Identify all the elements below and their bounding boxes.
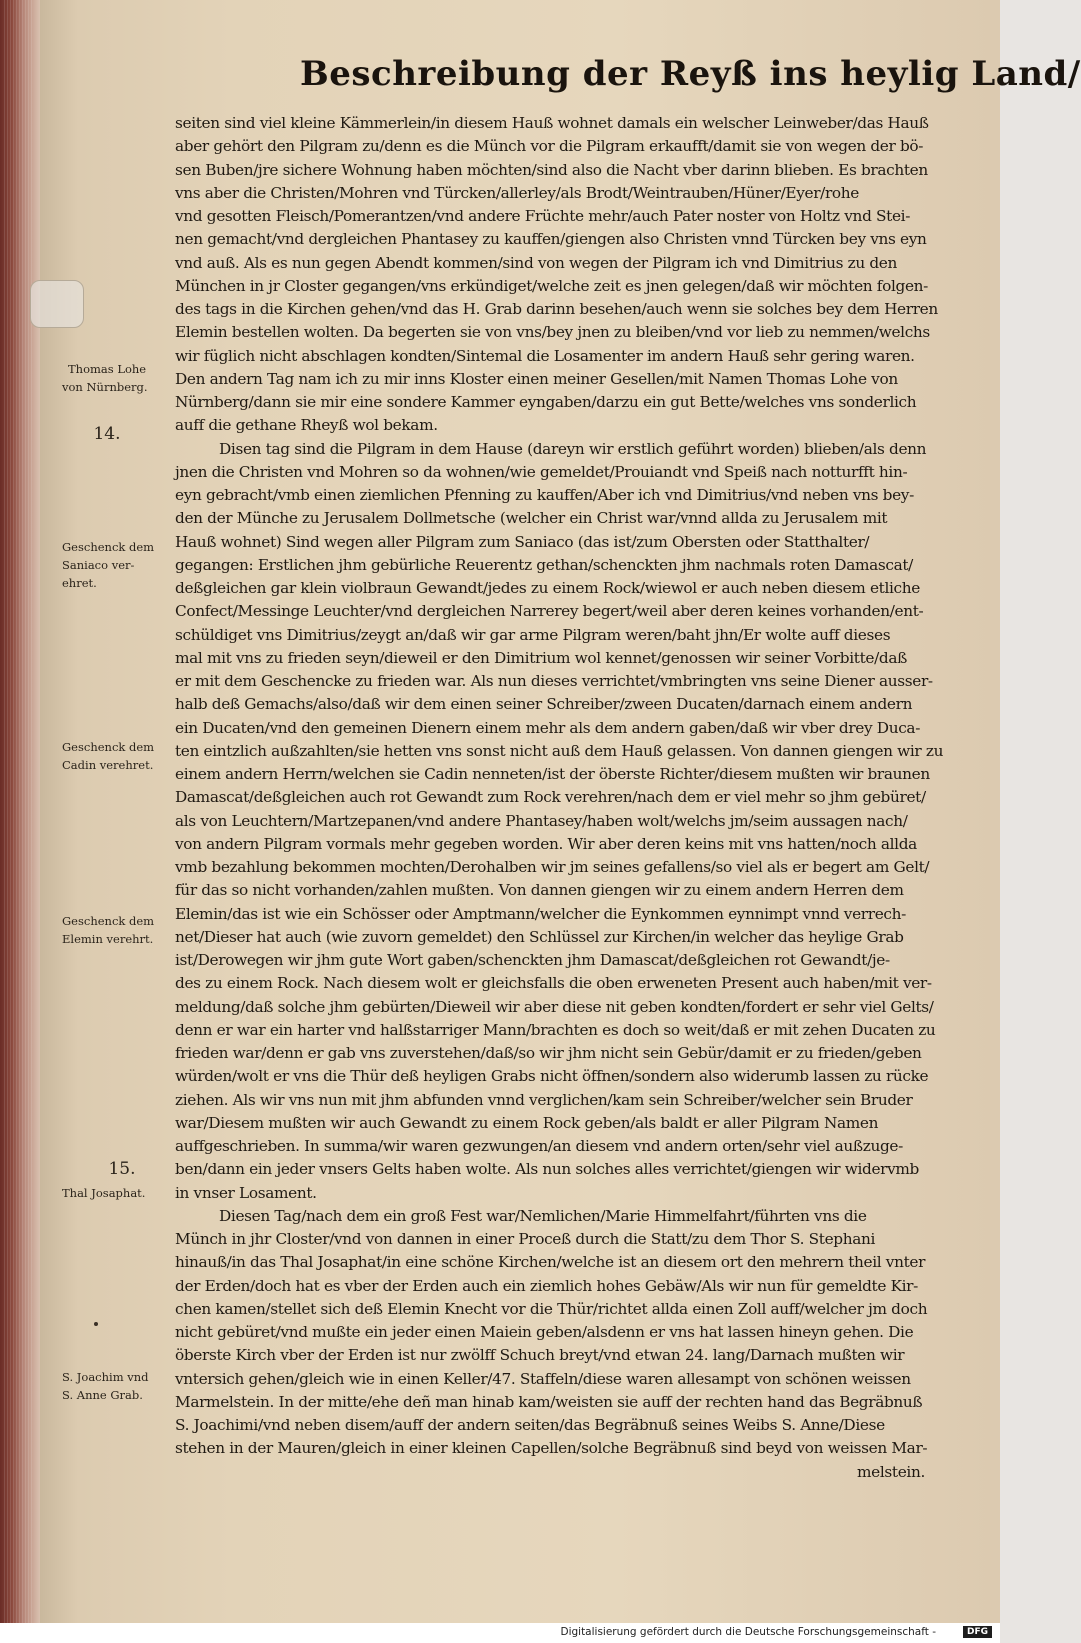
text-line: stehen in der Mauren/gleich in einer kleinen Capellen/solche Begräbnuß sind beyd von weissen Mar- <box>175 1439 928 1458</box>
margin-note-line: S. Anne Grab. <box>62 1388 143 1402</box>
text-line: Elemin bestellen wolten. Da begerten sie von vns/bey jnen zu bleiben/vnd vor lieb zu nemmen/welchs <box>175 323 930 342</box>
text-line: des tags in die Kirchen gehen/vnd das H. Grab darinn besehen/auch wenn sie solches bey dem Herren <box>175 300 938 318</box>
text-line: frieden war/denn er gab vns zuverstehen/daß/so wir jhm nicht sein Gebür/damit er zu frieden/geben <box>175 1044 922 1062</box>
text-line: vnd auß. Als es nun gegen Abendt kommen/sind von wegen der Pilgram ich vnd Dimitrius zu den <box>175 253 898 272</box>
text-line: schüldiget vns Dimitrius/zeygt an/daß wir gar arme Pilgram weren/baht jhn/Er wolte auff dieses <box>175 625 891 644</box>
margin-note-line: Cadin verehret. <box>62 758 154 772</box>
text-line: Nürnberg/dann sie mir eine sondere Kammer eyngaben/darzu ein gut Bette/welches vns sonderlich <box>175 393 917 411</box>
text-line: vnd gesotten Fleisch/Pomerantzen/vnd andere Früchte mehr/auch Pater noster von Holtz vnd Stei- <box>175 207 911 225</box>
text-line: des zu einem Rock. Nach diesem wolt er gleichsfalls die oben erweneten Present auch haben/mit ver- <box>175 974 932 993</box>
text-body <box>175 112 945 1484</box>
page-title: Beschreibung der Reyß ins heylig Land/ <box>300 54 1081 94</box>
text-line: auffgeschrieben. In summa/wir waren gezwungen/an diesem vnd andern orten/sehr viel außzuge- <box>175 1137 903 1155</box>
text-line: sen Buben/jre sichere Wohnung haben möchten/sind also die Nacht vber darinn blieben. Es brachten <box>175 160 928 179</box>
text-line: melstein. <box>857 1462 925 1481</box>
text-line: Disen tag sind die Pilgram in dem Hause (dareyn wir erstlich geführt worden) blieben/als denn <box>219 439 927 458</box>
text-line: er mit dem Geschencke zu frieden war. Als nun dieses verrichtet/vmbringten vns seine Diener ausser- <box>175 672 933 690</box>
footer-bar <box>0 1623 1000 1643</box>
text-line: auff die gethane Rheyß wol bekam. <box>175 416 438 435</box>
text-line: einem andern Herrn/welchen sie Cadin nenneten/ist der öberste Richter/diesem mußten wir braunen <box>175 765 930 783</box>
text-line: mal mit vns zu frieden seyn/dieweil er den Dimitrium wol kennet/genossen wir seiner Vorbitte/daß <box>175 648 907 667</box>
margin-note-line: Geschenck dem <box>62 540 155 554</box>
margin-note-line: Geschenck dem <box>62 740 155 754</box>
margin-note-line: Elemin verehrt. <box>62 932 154 946</box>
edge-lines <box>4 0 34 1643</box>
text-line: der Erden/doch hat es vber der Erden auch ein ziemlich hohes Gebäw/Als wir nun für gemeldte Kir- <box>175 1276 918 1295</box>
section-number: 15. <box>108 1159 136 1179</box>
text-line: Den andern Tag nam ich zu mir inns Kloster einen meiner Gesellen/mit Namen Thomas Lohe von <box>175 369 898 388</box>
text-line: S. Joachimi/vnd neben disem/auff der andern seiten/das Begräbnuß seines Weibs S. Anne/Diese <box>175 1416 885 1434</box>
text-line: net/Dieser hat auch (wie zuvorn gemeldet) den Schlüssel zur Kirchen/in welcher das heylige Grab <box>175 927 904 946</box>
text-line: den der Münche zu Jerusalem Dollmetsche (welcher ein Christ war/vnnd allda zu Jerusalem mit <box>175 509 888 528</box>
text-line: Marmelstein. In der mitte/ehe deñ man hinab kam/weisten sie auff der rechten hand das Begräbnuß <box>175 1392 923 1411</box>
text-line: nicht gebüret/vnd mußte ein jeder einen Maiein geben/alsdenn er vns hat lassen hineyn gehen. Die <box>175 1323 914 1341</box>
margin-note <box>62 912 172 948</box>
text-line: aber gehört den Pilgram zu/denn es die Münch vor die Pilgram erkaufft/damit sie von wegen der bö- <box>175 137 924 156</box>
text-line: nen gemacht/vnd dergleichen Phantasey zu kauffen/giengen also Christen vnnd Türcken bey vns eyn <box>175 230 927 249</box>
text-line: Damascat/deßgleichen auch rot Gewandt zum Rock verehren/nach dem er viel mehr so jhm gebüret/ <box>175 788 926 807</box>
margin-note-line: S. Joachim vnd <box>62 1370 149 1384</box>
margin-dot <box>94 1322 98 1326</box>
text-line: Diesen Tag/nach dem ein groß Fest war/Nemlichen/Marie Himmelfahrt/führten vns die <box>219 1206 867 1225</box>
margin-note <box>62 360 172 396</box>
text-line: deßgleichen gar klein violbraun Gewandt/jedes zu einem Rock/wiewol er auch neben diesem etliche <box>175 579 920 597</box>
text-line: in vnser Losament. <box>175 1183 317 1202</box>
margin-note <box>62 738 172 774</box>
dfg-logo: DFG <box>963 1626 992 1638</box>
text-line: von andern Pilgram vormals mehr gegeben worden. Wir aber deren keins mit vns hatten/noch allda <box>175 834 917 853</box>
text-line: für das so nicht vorhanden/zahlen mußten. Von dannen giengen wir zu einem andern Herren dem <box>175 881 904 900</box>
book-edge <box>0 0 40 1643</box>
margin-note-line: Thomas Lohe <box>68 362 147 376</box>
text-line: hinauß/in das Thal Josaphat/in eine schöne Kirchen/welche ist an diesem ort den mehrern theil vnter <box>175 1253 926 1272</box>
text-line: als von Leuchtern/Martzepanen/vnd andere Phantasey/haben wolt/welchs jm/seim aussagen nach/ <box>175 811 908 830</box>
text-line: ziehen. Als wir vns nun mit jhm abfunden vnnd verglichen/kam sein Schreiber/welcher sein Bruder <box>175 1090 913 1109</box>
text-line: Hauß wohnet) Sind wegen aller Pilgram zum Saniaco (das ist/zum Obersten oder Statthalter/ <box>175 532 870 551</box>
text-line: war/Diesem mußten wir auch Gewandt zu einem Rock geben/als baldt er aller Pilgram Namen <box>175 1113 879 1132</box>
text-line: würden/wolt er vns die Thür deß heyligen Grabs nicht öffnen/sondern also widerumb lassen zu rücke <box>175 1067 929 1086</box>
text-line: eyn gebracht/vmb einen ziemlichen Pfenning zu kauffen/Aber ich vnd Dimitrius/vnd neben vns bey- <box>175 486 914 504</box>
text-line: halb deß Gemachs/also/daß wir dem einen seiner Schreiber/zween Ducaten/darnach einem andern <box>175 695 913 714</box>
margin-note-line: von Nürnberg. <box>62 380 148 394</box>
margin-note-line: ehret. <box>62 576 97 590</box>
margin-note-line: Saniaco ver- <box>62 558 135 572</box>
margin-note <box>62 538 172 592</box>
text-line: ein Ducaten/vnd den gemeinen Dienern einem mehr als dem andern gaben/daß wir vber drey Duca- <box>175 718 921 737</box>
margin-note-line: Geschenck dem <box>62 914 155 928</box>
text-line: Münch in jhr Closter/vnd von dannen in einer Proceß durch die Statt/zu dem Thor S. Stephani <box>175 1230 876 1248</box>
text-line: ist/Derowegen wir jhm gute Wort gaben/schenckten jhm Damascat/deßgleichen rot Gewandt/je- <box>175 951 890 969</box>
text-line: seiten sind viel kleine Kämmerlein/in diesem Hauß wohnet damals ein welscher Leinweber/das Hauß <box>175 114 929 132</box>
margin-note: Thal Josaphat. <box>62 1186 146 1200</box>
text-line: Confect/Messinge Leuchter/vnd dergleichen Narrerey begert/weil aber deren keines vorhanden/ent- <box>175 602 924 621</box>
margin-note <box>62 1368 172 1404</box>
text-line: ben/dann ein jeder vnsers Gelts haben wolte. Als nun solches alles verrichtet/giengen wir widervmb <box>175 1160 919 1179</box>
text-line: vntersich gehen/gleich wie in einen Keller/47. Staffeln/diese waren allesampt von schönen weissen <box>175 1369 911 1388</box>
text-line: vmb bezahlung bekommen mochten/Derohalben wir jm seines gefallens/so viel als er begert am Gelt/ <box>175 858 930 876</box>
text-line: meldung/daß solche jhm gebürten/Dieweil wir aber diese nit geben kondten/fordert er sehr viel Gelts/ <box>175 997 934 1016</box>
text-line: München in jr Closter gegangen/vns erkündiget/welche zeit es jnen gelegen/daß wir möchten folgen- <box>175 276 928 295</box>
text-line: wir füglich nicht abschlagen kondten/Sintemal die Losamenter im andern Hauß sehr gering waren. <box>175 346 915 365</box>
text-line: jnen die Christen vnd Mohren so da wohnen/wie gemeldet/Prouiandt vnd Speiß nach notturfft hin- <box>175 462 908 481</box>
page-tab-marker <box>30 280 84 328</box>
footer-credit: Digitalisierung gefördert durch die Deutsche Forschungsgemeinschaft - <box>560 1626 936 1638</box>
text-line: vns aber die Christen/Mohren vnd Türcken/allerley/als Brodt/Weintrauben/Hüner/Eyer/rohe <box>175 183 859 202</box>
section-number: 14. <box>93 424 121 444</box>
text-line: denn er war ein harter vnd halßstarriger Mann/brachten es doch so weit/daß er mit zehen Ducaten zu <box>175 1020 936 1039</box>
text-line: Elemin/das ist wie ein Schösser oder Amptmann/welcher die Eynkommen eynnimpt vnnd verrech- <box>175 904 906 923</box>
text-line: gegangen: Erstlichen jhm gebürliche Reuerentz gethan/schenckten jhm nachmals roten Damascat/ <box>175 555 913 574</box>
text-line: ten eintzlich außzahlten/sie hetten vns sonst nicht auß dem Hauß gelassen. Von dannen giengen wir zu <box>175 741 944 760</box>
text-line: chen kamen/stellet sich deß Elemin Knecht vor die Thür/richtet allda einen Zoll auff/welcher jm doch <box>175 1299 928 1318</box>
text-line: öberste Kirch vber der Erden ist nur zwölff Schuch breyt/vnd etwan 24. lang/Darnach mußten wir <box>175 1346 905 1365</box>
